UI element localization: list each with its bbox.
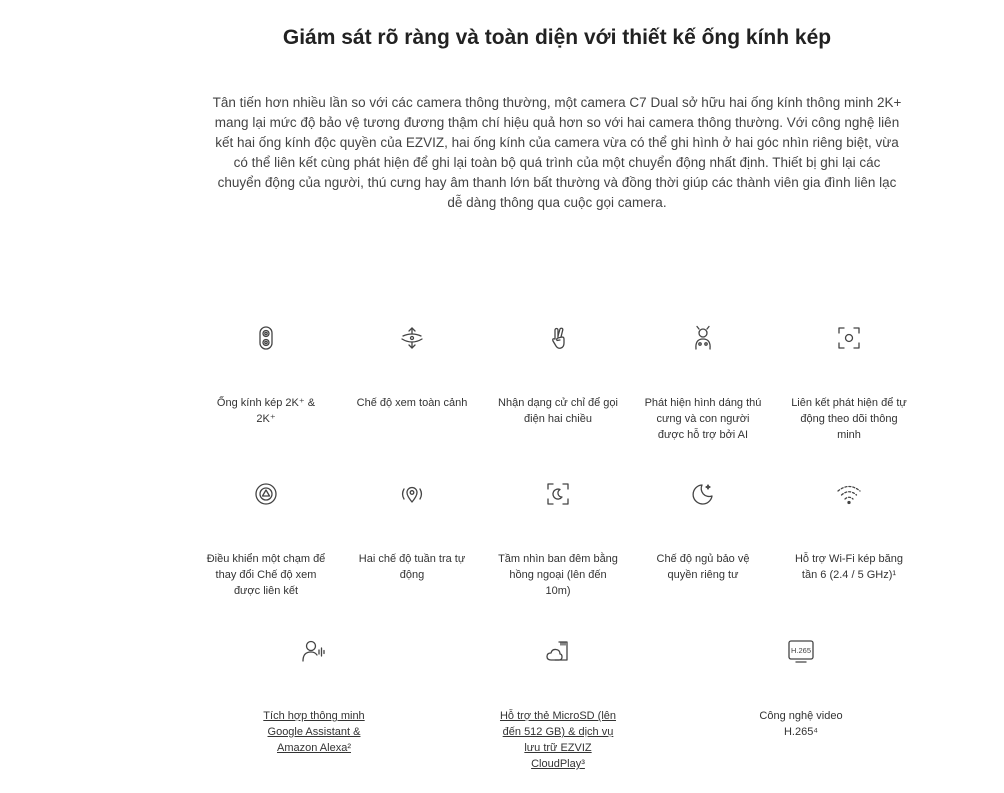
h265-badge-text: H.265 — [790, 646, 812, 655]
auto-tracking-icon — [836, 325, 862, 351]
feature-wifi — [789, 481, 909, 583]
target-touch-icon — [253, 481, 279, 507]
feature-microsd-cloud — [498, 638, 618, 772]
feature-night-vision — [498, 481, 618, 599]
panorama-icon — [399, 325, 425, 351]
section-intro: Tân tiến hơn nhiều lần so với các camera thông thường, một camera C7 Dual sở hữu hai ống kính thông minh 2K+ mang lại mức độ bảo vệ tương đương thậm chí hiệu quả hơn so với hai camera thông thường. Với công nghệ liên kết hai ống kính độc quyền của EZVIZ, hai ống kính của camera vừa có thể ghi hình ở hai góc nhìn riêng biệt, vừa có thể liên kết cùng phát hiện để ghi lại toàn bộ quá trình của một chuyển động nhất định. Thiết bị ghi lại các chuyển động của người, thú cưng hay âm thanh lớn bất thường và đồng thời giúp các thành viên gia đình liên lạc dễ dàng thông qua cuộc gọi camera. — [212, 95, 902, 210]
microsd-cloud-link[interactable]: Hỗ trợ thẻ MicroSD (lên đến 512 GB) & dịch vụ lưu trữ EZVIZ CloudPlay³ — [499, 710, 617, 770]
feature-label: Điều khiển một chạm để thay đổi Chế độ xem được liên kết — [206, 553, 326, 597]
patrol-location-icon — [399, 481, 425, 507]
gesture-hand-icon — [545, 325, 571, 351]
voice-assistant-link[interactable]: Tích hợp thông minh Google Assistant & Amazon Alexa² — [263, 710, 365, 754]
section-title: Giám sát rõ ràng và toàn diện với thiết kế ống kính kép — [282, 26, 832, 49]
feature-pet-human — [643, 325, 763, 443]
feature-label: Chế độ xem toàn cảnh — [356, 397, 468, 409]
feature-label: Nhận dạng cử chỉ để gọi điện hai chiều — [498, 397, 618, 425]
feature-voice-assistant — [254, 638, 374, 756]
h265-icon — [788, 638, 814, 664]
feature-dual-lens — [206, 325, 326, 427]
feature-one-touch — [206, 481, 326, 599]
feature-gesture — [498, 325, 618, 427]
feature-patrol — [352, 481, 472, 583]
feature-sleep-mode — [643, 481, 763, 583]
dual-lens-icon — [253, 325, 279, 351]
feature-label: Chế độ ngủ bảo vệ quyền riêng tư — [656, 553, 750, 581]
feature-label: Liên kết phát hiện để tự động theo dõi thông minh — [791, 397, 907, 441]
feature-auto-tracking — [789, 325, 909, 443]
feature-label: Tầm nhìn ban đêm bằng hồng ngoại (lên đến 10m) — [498, 553, 618, 597]
moon-privacy-icon — [690, 481, 716, 507]
feature-panorama — [352, 325, 472, 411]
feature-label: Hỗ trợ Wi-Fi kép băng tần 6 (2.4 / 5 GHz)¹ — [794, 553, 904, 581]
night-vision-icon — [545, 481, 571, 507]
wifi-icon — [836, 481, 862, 507]
feature-label: Ống kính kép 2K⁺ & 2K⁺ — [216, 397, 316, 425]
voice-assistant-icon — [301, 638, 327, 664]
microsd-cloud-icon — [545, 638, 571, 664]
pet-human-icon — [690, 325, 716, 351]
feature-h265 — [741, 638, 861, 740]
feature-label: Công nghệ video H.265⁴ — [759, 710, 843, 738]
feature-label: Hai chế độ tuần tra tự động — [358, 553, 466, 581]
feature-label: Phát hiện hình dáng thú cưng và con người được hỗ trợ bởi AI — [644, 397, 762, 441]
